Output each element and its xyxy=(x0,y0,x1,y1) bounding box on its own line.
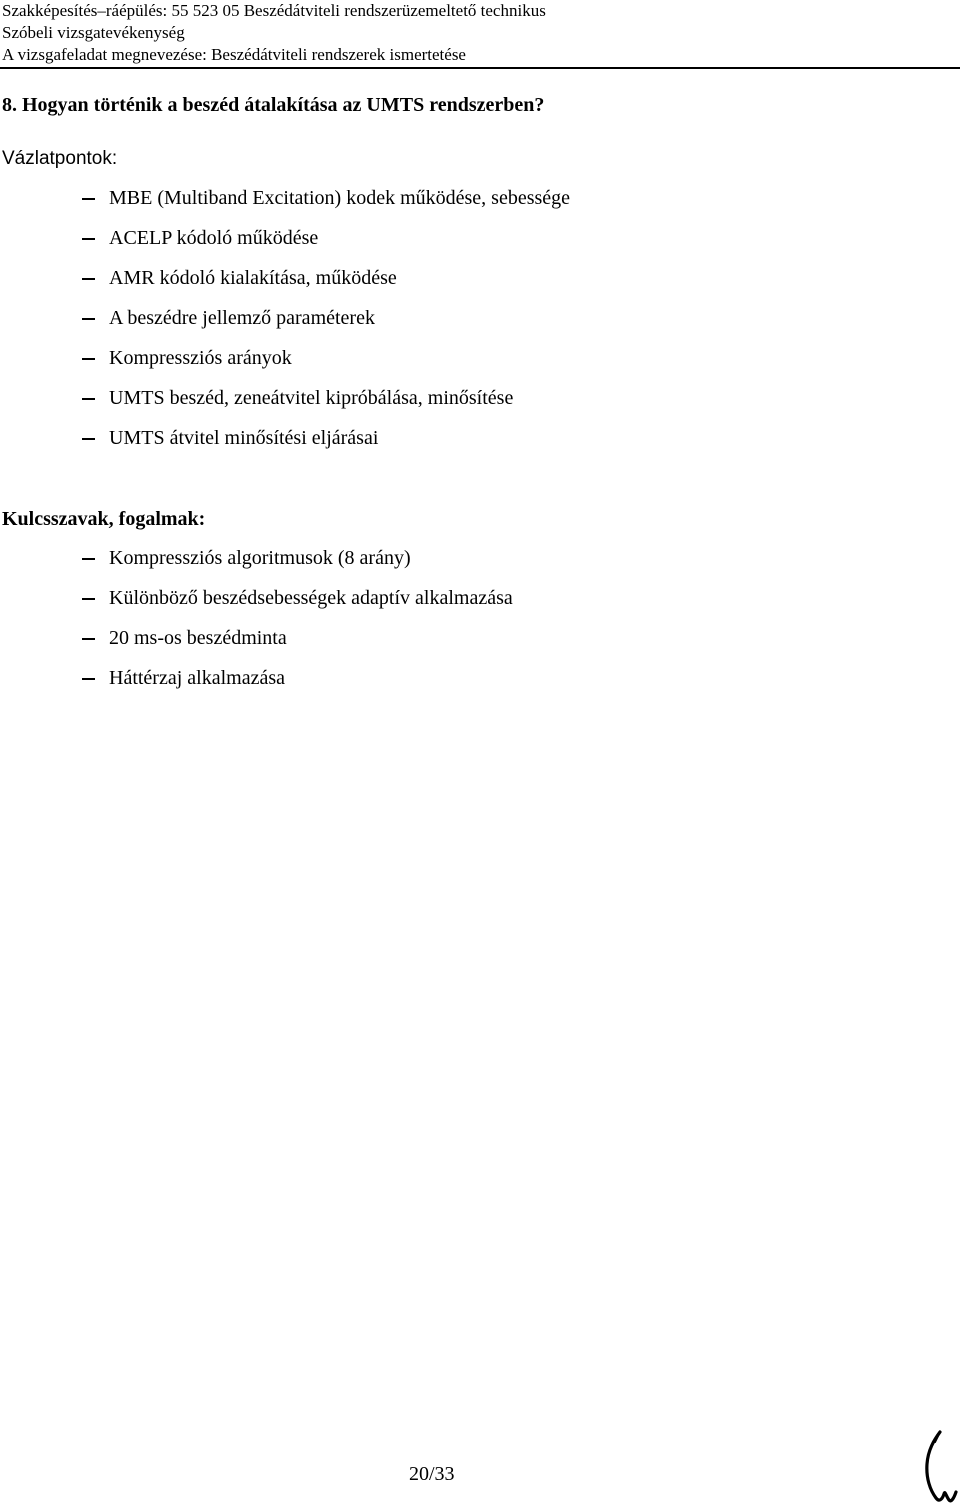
dash-bullet-icon xyxy=(82,678,95,680)
dash-bullet-icon xyxy=(82,278,95,280)
keywords-heading: Kulcsszavak, fogalmak: xyxy=(2,508,206,530)
document-header xyxy=(2,0,952,66)
list-item-text: MBE (Multiband Excitation) kodek működése, sebessége xyxy=(109,187,571,209)
dash-bullet-icon xyxy=(82,638,95,640)
list-item-text: UMTS átvitel minősítési eljárásai xyxy=(109,427,379,449)
list-item-text: Kompressziós algoritmusok (8 arány) xyxy=(109,547,411,569)
list-item-text: Kompressziós arányok xyxy=(109,347,292,369)
header-divider xyxy=(0,67,960,69)
dash-bullet-icon xyxy=(82,238,95,240)
dash-bullet-icon xyxy=(82,198,95,200)
dash-bullet-icon xyxy=(82,438,95,440)
dash-bullet-icon xyxy=(82,358,95,360)
dash-bullet-icon xyxy=(82,558,95,560)
page-number: 20/33 xyxy=(409,1463,455,1485)
header-task-name: A vizsgafeladat megnevezése: Beszédátviteli rendszerek ismertetése xyxy=(2,45,466,64)
signature-icon xyxy=(918,1428,958,1508)
outline-heading: Vázlatpontok: xyxy=(2,148,118,169)
list-item-text: A beszédre jellemző paraméterek xyxy=(109,307,375,329)
list-item-text: Háttérzaj alkalmazása xyxy=(109,667,285,689)
list-item-text: AMR kódoló kialakítása, működése xyxy=(109,267,397,289)
header-qualification: Szakképesítés–ráépülés: 55 523 05 Beszédátviteli rendszerüzemeltető technikus xyxy=(2,1,546,20)
dash-bullet-icon xyxy=(82,318,95,320)
list-item-text: ACELP kódoló működése xyxy=(109,227,319,249)
header-exam-type: Szóbeli vizsgatevékenység xyxy=(2,23,185,42)
list-item-text: UMTS beszéd, zeneátvitel kipróbálása, minősítése xyxy=(109,387,514,409)
question-title: 8. Hogyan történik a beszéd átalakítása az UMTS rendszerben? xyxy=(2,94,545,116)
list-item-text: 20 ms-os beszédminta xyxy=(109,627,287,649)
dash-bullet-icon xyxy=(82,398,95,400)
dash-bullet-icon xyxy=(82,598,95,600)
list-item-text: Különböző beszédsebességek adaptív alkalmazása xyxy=(109,587,513,609)
